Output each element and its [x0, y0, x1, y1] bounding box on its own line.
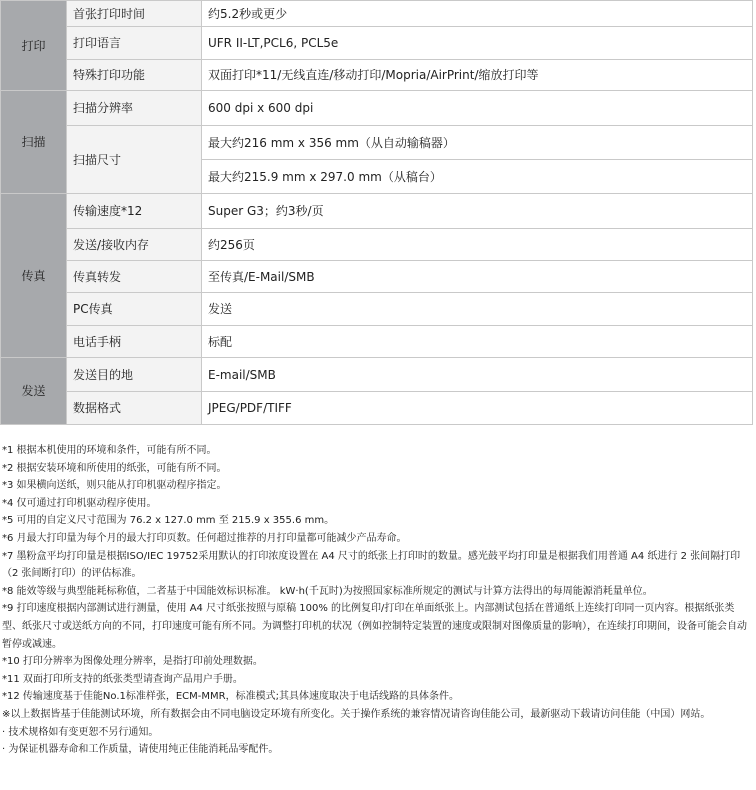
table-row [1, 261, 753, 293]
table-row [1, 126, 753, 160]
spec-label: 电话手柄 [67, 326, 202, 358]
spec-label: 首张打印时间 [67, 1, 202, 27]
category-fax: 传真 [1, 194, 67, 358]
footnote: *2 根据安装环境和所使用的纸张，可能有所不同。 [2, 462, 227, 474]
spec-label: 打印语言 [67, 27, 202, 60]
table-row [1, 27, 753, 60]
table-row [1, 229, 753, 261]
spec-label: 发送/接收内存 [67, 229, 202, 261]
spec-value: E-mail/SMB [202, 358, 753, 392]
spec-label: 传真转发 [67, 261, 202, 293]
spec-value: Super G3；约3秒/页 [202, 194, 753, 229]
spec-value: UFR II-LT,PCL6, PCL5e [202, 27, 753, 60]
table-row [1, 60, 753, 91]
footnote: *8 能效等级与典型能耗标称值，二者基于中国能效标识标准。 kW·h(千瓦时)为按照国家标准所规定的测试与计算方法得出的每周能源消耗量单位。 [2, 585, 653, 597]
spec-value: 约256页 [202, 229, 753, 261]
footnote: *12 传输速度基于佳能No.1标准样张，ECM-MMR，标准模式;其具体速度取决于电话线路的具体条件。 [2, 691, 459, 703]
spec-label: 发送目的地 [67, 358, 202, 392]
table-row [1, 293, 753, 326]
spec-value: 至传真/E-Mail/SMB [202, 261, 753, 293]
spec-value: 600 dpi x 600 dpi [202, 91, 753, 126]
spec-label: 扫描分辨率 [67, 91, 202, 126]
footnote: *5 可用的自定义尺寸范围为 76.2 x 127.0 mm 至 215.9 x 355.6 mm。 [2, 515, 335, 527]
spec-label: 扫描尺寸 [67, 126, 202, 194]
footnote: *9 打印速度根据内部测试进行测量，使用 A4 尺寸纸张按照与原稿 100% 的比例复印/打印在单面纸张上。内部测试包括在普通纸上连续打印同一页内容。根据纸张类型、纸张尺寸或送纸方向的不同，打印速度可能有所不同。为调整打印机的状况（例如控制特定装置的速度或限制对图像质量的影响），在连续打印期间，设备可能会自动暂停或减速。 [2, 603, 747, 650]
footnote: *1 根据本机使用的环境和条件，可能有所不同。 [2, 445, 217, 456]
spec-value: 最大约216 mm x 356 mm（从自动输稿器） [202, 126, 753, 160]
table-row [1, 91, 753, 126]
category-scan: 扫描 [1, 91, 67, 194]
spec-value: 约5.2秒或更少 [202, 1, 753, 27]
category-print: 打印 [1, 1, 67, 91]
footnote: *3 如果横向送纸，则只能从打印机驱动程序指定。 [2, 480, 227, 492]
spec-label: 数据格式 [67, 392, 202, 425]
spec-value: 双面打印*11/无线直连/移动打印/Mopria/AirPrint/缩放打印等 [202, 60, 753, 91]
spec-value: 发送 [202, 293, 753, 326]
spec-value: JPEG/PDF/TIFF [202, 392, 753, 425]
footnote: · 技术规格如有变更恕不另行通知。 [2, 726, 159, 738]
spec-value: 最大约215.9 mm x 297.0 mm（从稿台） [202, 160, 753, 194]
table-row [1, 358, 753, 392]
footnote: *4 仅可通过打印机驱动程序使用。 [2, 497, 157, 509]
table-row [1, 392, 753, 425]
footnote: ※以上数据皆基于佳能测试环境，所有数据会由不同电脑设定环境有所变化。关于操作系统的兼容情况请咨询佳能公司，最新驱动下载请访问佳能（中国）网站。 [2, 708, 711, 720]
footnotes [0, 425, 756, 759]
footnote: *11 双面打印所支持的纸张类型请查询产品用户手册。 [2, 673, 243, 685]
footnote: *10 打印分辨率为图像处理分辨率，是指打印前处理数据。 [2, 656, 263, 668]
table-row [1, 194, 753, 229]
table-row [1, 326, 753, 358]
spec-label: 传输速度*12 [67, 194, 202, 229]
footnote: *6 月最大打印量为每个月的最大打印页数。任何超过推荐的月打印量都可能减少产品寿命。 [2, 532, 407, 544]
footnote: *7 墨粉盒平均打印量是根据ISO/IEC 19752采用默认的打印浓度设置在 A4 尺寸的纸张上打印时的数量。感光鼓平均打印量是根据我们用普通 A4 纸进行 2 张间隔打印（2 张间断打印）的评估标准。 [2, 550, 741, 580]
category-send: 发送 [1, 358, 67, 425]
spec-value: 标配 [202, 326, 753, 358]
spec-label: 特殊打印功能 [67, 60, 202, 91]
table-row [1, 1, 753, 27]
spec-label: PC传真 [67, 293, 202, 326]
footnote: · 为保证机器寿命和工作质量，请使用纯正佳能消耗品零配件。 [2, 744, 279, 756]
